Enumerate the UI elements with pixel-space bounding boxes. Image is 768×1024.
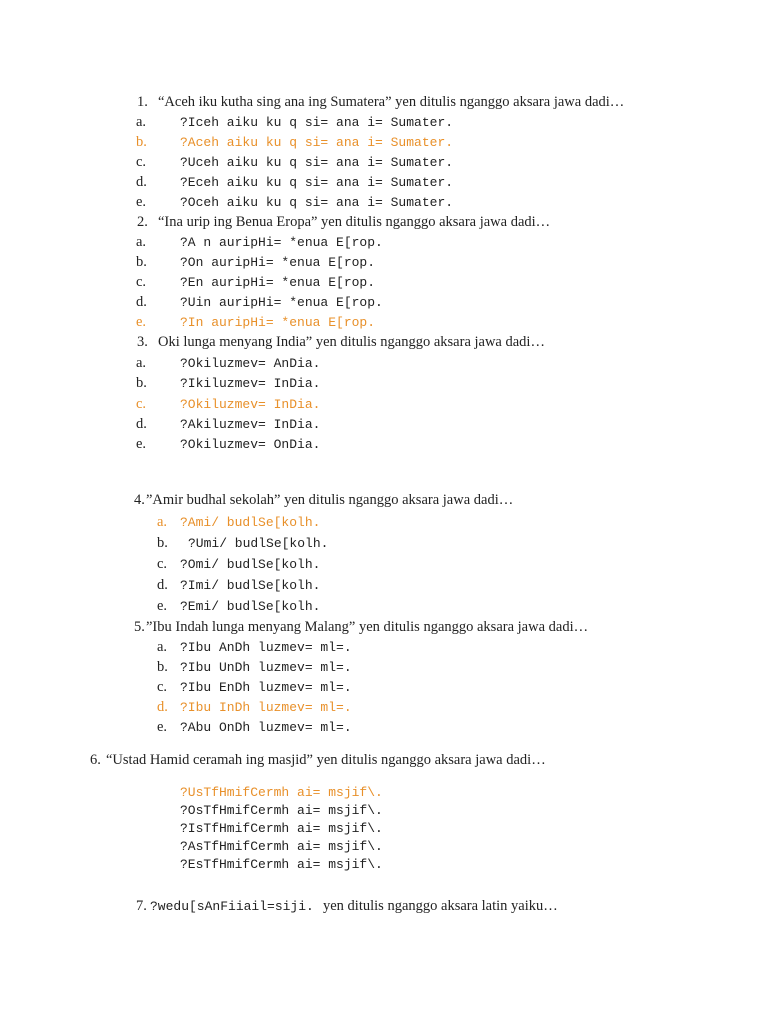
- q1-option-e-letter: e.: [136, 194, 147, 210]
- q2-option-e-text: ?In auripHi= *enua E[rop.: [180, 315, 376, 330]
- question-1-number: 1.: [137, 94, 148, 110]
- q3-option-b-text: ?Ikiluzmev= InDia.: [180, 376, 321, 391]
- q4-option-d-text: ?Imi/ budlSe[kolh.: [180, 578, 321, 593]
- q4-option-b-text: ?Umi/ budlSe[kolh.: [188, 536, 329, 551]
- q1-option-c-letter: c.: [136, 154, 147, 170]
- q5-option-a-letter: a.: [157, 639, 168, 655]
- question-6-text: “Ustad Hamid ceramah ing masjid” yen ditulis nganggo aksara jawa dadi…: [106, 752, 546, 768]
- question-6-number: 6.: [90, 752, 101, 768]
- q2-option-a-letter: a.: [136, 234, 147, 250]
- q5-option-d-text: ?Ibu InDh luzmev= ml=.: [180, 700, 352, 715]
- q4-option-e-text: ?Emi/ budlSe[kolh.: [180, 599, 321, 614]
- q6-option-4-text: ?AsTfHmifCermh ai= msjif\.: [180, 839, 383, 854]
- q1-option-a-text: ?Iceh aiku ku q si= ana i= Sumater.: [180, 115, 454, 130]
- q3-option-d-text: ?Akiluzmev= InDia.: [180, 417, 321, 432]
- question-2-text: “Ina urip ing Benua Eropa” yen ditulis nganggo aksara jawa dadi…: [158, 214, 551, 230]
- q5-option-e-letter: e.: [157, 719, 168, 735]
- question-7-text: yen ditulis nganggo aksara latin yaiku…: [323, 898, 558, 914]
- q3-option-c-text: ?Okiluzmev= InDia.: [180, 397, 321, 412]
- q5-option-b-text: ?Ibu UnDh luzmev= ml=.: [180, 660, 352, 675]
- q4-option-a-letter: a.: [157, 514, 168, 530]
- question-3-number: 3.: [137, 334, 148, 350]
- q4-option-e-letter: e.: [157, 598, 168, 614]
- q5-option-c-letter: c.: [157, 679, 168, 695]
- q1-option-e-text: ?Oceh aiku ku q si= ana i= Sumater.: [180, 195, 454, 210]
- q3-option-e-text: ?Okiluzmev= OnDia.: [180, 437, 321, 452]
- q3-option-b-letter: b.: [136, 375, 147, 391]
- q4-option-d-letter: d.: [157, 577, 168, 593]
- q2-option-a-text: ?A n auripHi= *enua E[rop.: [180, 235, 383, 250]
- question-7-code: ?wedu[sAnFiiail=siji.: [150, 899, 314, 914]
- question-7-number: 7.: [136, 898, 147, 914]
- q6-option-2-text: ?OsTfHmifCermh ai= msjif\.: [180, 803, 383, 818]
- q6-option-5-text: ?EsTfHmifCermh ai= msjif\.: [180, 857, 383, 872]
- q4-option-b-letter: b.: [157, 535, 168, 551]
- q4-option-c-text: ?Omi/ budlSe[kolh.: [180, 557, 321, 572]
- q1-option-d-text: ?Eceh aiku ku q si= ana i= Sumater.: [180, 175, 454, 190]
- q5-option-e-text: ?Abu OnDh luzmev= ml=.: [180, 720, 352, 735]
- q4-option-a-text: ?Ami/ budlSe[kolh.: [180, 515, 321, 530]
- q6-option-3-text: ?IsTfHmifCermh ai= msjif\.: [180, 821, 383, 836]
- q4-option-c-letter: c.: [157, 556, 168, 572]
- q3-option-d-letter: d.: [136, 416, 147, 432]
- q5-option-c-text: ?Ibu EnDh luzmev= ml=.: [180, 680, 352, 695]
- q2-option-c-text: ?En auripHi= *enua E[rop.: [180, 275, 376, 290]
- q2-option-b-letter: b.: [136, 254, 147, 270]
- q2-option-e-letter: e.: [136, 314, 147, 330]
- question-1-text: “Aceh iku kutha sing ana ing Sumatera” yen ditulis nganggo aksara jawa dadi…: [158, 94, 625, 110]
- question-3-text: Oki lunga menyang India” yen ditulis nganggo aksara jawa dadi…: [158, 334, 545, 350]
- q2-option-d-letter: d.: [136, 294, 147, 310]
- question-4-number: 4.: [134, 492, 145, 508]
- q1-option-b-letter: b.: [136, 134, 147, 150]
- q6-option-1-text: ?UsTfHmifCermh ai= msjif\.: [180, 785, 383, 800]
- question-5-text: ”Ibu Indah lunga menyang Malang” yen ditulis nganggo aksara jawa dadi…: [146, 619, 589, 635]
- q2-option-d-text: ?Uin auripHi= *enua E[rop.: [180, 295, 383, 310]
- q1-option-d-letter: d.: [136, 174, 147, 190]
- q2-option-b-text: ?On auripHi= *enua E[rop.: [180, 255, 376, 270]
- q5-option-d-letter: d.: [157, 699, 168, 715]
- question-4-text: ”Amir budhal sekolah” yen ditulis nganggo aksara jawa dadi…: [146, 492, 514, 508]
- q1-option-c-text: ?Uceh aiku ku q si= ana i= Sumater.: [180, 155, 454, 170]
- q3-option-c-letter: c.: [136, 396, 147, 412]
- q3-option-e-letter: e.: [136, 436, 147, 452]
- q5-option-a-text: ?Ibu AnDh luzmev= ml=.: [180, 640, 352, 655]
- q3-option-a-text: ?Okiluzmev= AnDia.: [180, 356, 321, 371]
- question-5-number: 5.: [134, 619, 145, 635]
- q1-option-a-letter: a.: [136, 114, 147, 130]
- q1-option-b-text: ?Aceh aiku ku q si= ana i= Sumater.: [180, 135, 454, 150]
- q3-option-a-letter: a.: [136, 355, 147, 371]
- q5-option-b-letter: b.: [157, 659, 168, 675]
- q2-option-c-letter: c.: [136, 274, 147, 290]
- question-2-number: 2.: [137, 214, 148, 230]
